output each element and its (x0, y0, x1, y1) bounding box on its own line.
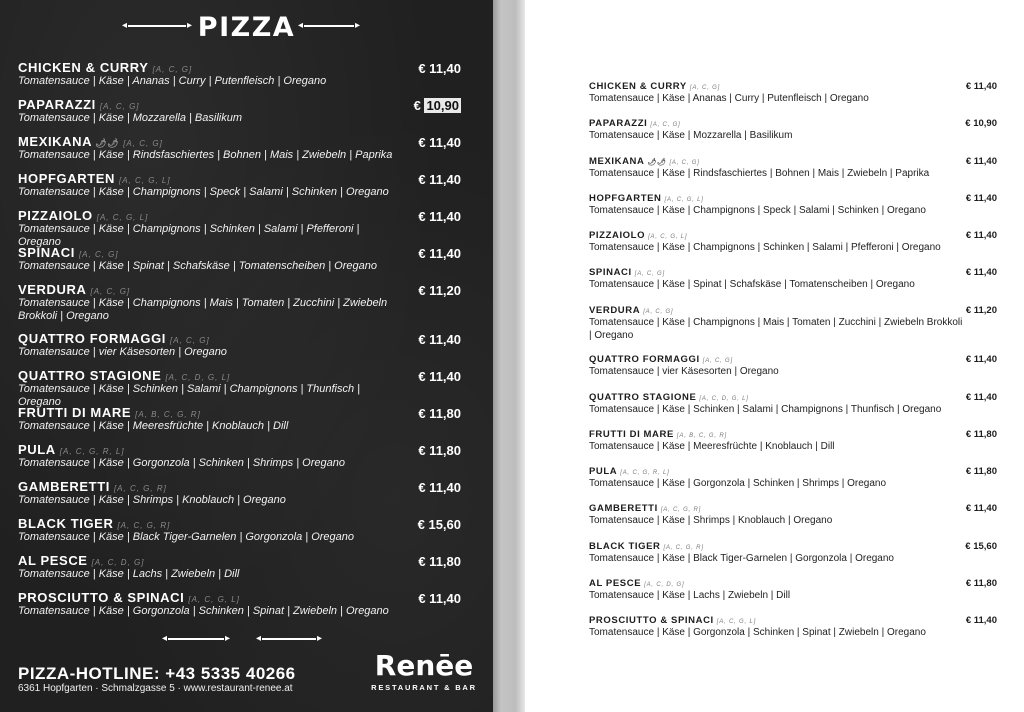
pizza-name-line (589, 541, 999, 552)
pizza-item (589, 193, 999, 230)
pizza-item (18, 331, 463, 368)
allergen-codes: [A, C, G] (152, 65, 193, 74)
allergen-codes: [A, C, G] (702, 358, 733, 365)
pizza-name: QUATTRO STAGIONE (589, 391, 697, 403)
pizza-item (18, 442, 463, 479)
pizza-name-line (18, 171, 463, 186)
pizza-price: € 11,20 (965, 304, 997, 316)
pizza-item (18, 245, 463, 282)
allergen-codes: [A, C, D, G, L] (699, 395, 749, 402)
pizza-name-line (589, 267, 999, 278)
pizza-name: GAMBERETTI (18, 479, 110, 494)
pizza-ingredients: Tomatensauce | Käse | Champignons | Schinken | Salami | Pfefferoni | Oregano (589, 242, 941, 254)
pizza-name: PROSCIUTTO & SPINACI (18, 590, 185, 605)
allergen-codes: [A, C, G, L] (188, 595, 240, 604)
pizza-ingredients: Tomatensauce | Käse | Ananas | Curry | Putenfleisch | Oregano (589, 93, 869, 104)
pizza-price: € 11,40 (418, 369, 461, 384)
pizza-price: € 11,40 (418, 246, 461, 261)
pizza-ingredients: Tomatensauce | Käse | Rindsfaschiertes | Bohnen | Mais | Zwiebeln | Paprika (589, 167, 930, 179)
pizza-name-line (589, 305, 999, 316)
pizza-price: € 11,40 (418, 480, 461, 495)
pizza-item (18, 282, 463, 331)
pizza-name-line (589, 156, 999, 167)
pizza-item (589, 267, 999, 304)
allergen-codes: [A, C, D, G] (644, 582, 685, 589)
pizza-name-line (18, 331, 463, 346)
pizza-item (589, 615, 999, 652)
dark-menu-page (0, 0, 493, 712)
pizza-item (589, 429, 999, 466)
pizza-price: € 11,40 (418, 172, 461, 187)
pizza-price (414, 98, 461, 113)
pizza-name: SPINACI (18, 245, 75, 260)
allergen-codes: [A, C, G, L] (96, 213, 149, 222)
allergen-codes: [A, C, G] (123, 139, 163, 148)
pizza-name-line (18, 208, 463, 223)
pizza-price: € 11,40 (965, 615, 997, 627)
allergen-codes: [A, C, G, L] (664, 196, 704, 203)
pizza-name: QUATTRO FORMAGGI (18, 331, 167, 346)
allergen-codes: [A, C, D, G] (91, 558, 145, 567)
pizza-ingredients: Tomatensauce | Käse | Schinken | Salami | Champignons | Thunfisch | Oregano (589, 403, 942, 415)
pizza-ingredients: Tomatensauce | Käse | Shrimps | Knoblauch | Oregano (18, 494, 286, 506)
pizza-name-line (18, 405, 463, 420)
allergen-codes: [A, C, G] (78, 250, 119, 259)
pizza-ingredients: Tomatensauce | Käse | Rindsfaschiertes | Bohnen | Mais | Zwiebeln | Paprika (18, 149, 393, 161)
pizza-price: € 11,40 (965, 81, 997, 92)
pizza-name: AL PESCE (18, 553, 88, 568)
pizza-item (18, 405, 463, 442)
pizza-price: € 11,80 (965, 428, 997, 440)
pizza-name: HOPFGARTEN (18, 171, 115, 186)
pizza-item (18, 208, 463, 248)
allergen-codes: [A, C, G] (643, 308, 674, 315)
pizza-item (18, 368, 463, 408)
pizza-name: QUATTRO FORMAGGI (589, 354, 700, 366)
pizza-ingredients: Tomatensauce | Käse | Champignons | Speck | Salami | Schinken | Oregano (589, 204, 926, 216)
pizza-name: VERDURA (589, 304, 641, 316)
pizza-item (18, 479, 463, 516)
pizza-name: PROSCIUTTO & SPINACI (589, 615, 714, 627)
pizza-name-line (589, 193, 999, 204)
pizza-ingredients: Tomatensauce | Käse | Champignons | Mais | Tomaten | Zucchini | Zwiebeln Brokkoli | Oregano (18, 297, 388, 322)
pizza-name: FRUTTI DI MARE (18, 405, 132, 420)
left-arrow-ornament-icon: ◂ ▸ (122, 20, 192, 31)
pizza-ingredients: Tomatensauce | Käse | Black Tiger-Garnelen | Gorgonzola | Oregano (18, 531, 355, 543)
pizza-ingredients: Tomatensauce | Käse | Gorgonzola | Schinken | Shrimps | Oregano (589, 478, 887, 490)
pizza-name: SPINACI (589, 267, 632, 279)
pizza-item (589, 466, 999, 503)
pizza-price: € 11,40 (965, 267, 997, 279)
pizza-hotline: PIZZA-HOTLINE: +43 5335 40266 (18, 664, 296, 683)
pizza-name-line (18, 553, 463, 568)
pizza-ingredients: Tomatensauce | Käse | Mozzarella | Basilikum (18, 112, 242, 124)
allergen-codes: [A, C, G] (669, 159, 700, 166)
pizza-price: € 11,40 (965, 391, 997, 403)
pizza-item (589, 118, 999, 155)
pizza-ingredients: Tomatensauce | Käse | Spinat | Schafskäse | Tomatenscheiben | Oregano (18, 260, 377, 272)
pizza-ingredients: Tomatensauce | Käse | Gorgonzola | Schinken | Spinat | Zwiebeln | Oregano (589, 627, 926, 639)
pizza-ingredients: Tomatensauce | Käse | Meeresfrüchte | Knoblauch | Dill (589, 440, 835, 452)
pizza-name: BLACK TIGER (18, 516, 114, 531)
pizza-name: PIZZAIOLO (589, 230, 646, 242)
pizza-ingredients: Tomatensauce | Käse | Champignons | Mais | Tomaten | Zucchini | Zwiebeln Brokkoli | Oregano (589, 316, 963, 341)
pizza-name-line (18, 245, 463, 260)
pizza-name-line (18, 134, 463, 149)
price-currency: € (413, 98, 421, 113)
pizza-name: QUATTRO STAGIONE (18, 368, 162, 383)
pizza-ingredients: Tomatensauce | vier Käsesorten | Oregano (18, 346, 227, 358)
pizza-name-line (589, 615, 999, 626)
pizza-item (589, 230, 999, 267)
pizza-name: HOPFGARTEN (589, 192, 662, 204)
allergen-codes: [A, C, G, R] (660, 507, 702, 514)
pizza-name-line (589, 392, 999, 403)
pizza-name-line (18, 516, 463, 531)
pizza-ingredients: Tomatensauce | Käse | Lachs | Zwiebeln | Dill (18, 568, 240, 580)
pizza-name-line (18, 282, 463, 297)
pizza-price: € 11,40 (418, 591, 461, 606)
pizza-ingredients: Tomatensauce | Käse | Champignons | Speck | Salami | Schinken | Oregano (18, 186, 389, 198)
pizza-price: € 11,40 (418, 135, 461, 150)
allergen-codes: [A, C, G] (90, 287, 131, 296)
pizza-price: € 15,60 (965, 540, 997, 552)
allergen-codes: [A, C, G, L] (119, 176, 171, 185)
pizza-item (589, 503, 999, 540)
pizza-price: € 11,40 (965, 192, 997, 204)
pizza-item (18, 553, 463, 590)
pizza-price: € 15,60 (417, 517, 461, 532)
logo-subtitle: RESTAURANT & BAR (371, 683, 477, 692)
pizza-price: € 11,40 (965, 503, 997, 515)
chili-icon: 🌶🌶 (647, 158, 667, 166)
pizza-ingredients: Tomatensauce | Käse | Spinat | Schafskäse | Tomatenscheiben | Oregano (589, 279, 915, 291)
allergen-codes: [A, C, G, R] (113, 484, 167, 493)
pizza-name-line (18, 60, 463, 75)
pizza-ingredients: Tomatensauce | Käse | Gorgonzola | Schinken | Shrimps | Oregano (18, 457, 345, 469)
allergen-codes: [A, C, G] (650, 122, 681, 129)
pizza-ingredients: Tomatensauce | Käse | Champignons | Schinken | Salami | Pfefferoni | Oregano (18, 223, 360, 248)
pizza-ingredients: Tomatensauce | Käse | Lachs | Zwiebeln | Dill (589, 590, 791, 602)
allergen-codes: [A, C, G, L] (716, 619, 757, 626)
pizza-name-line (18, 97, 463, 112)
allergen-codes: [A, C, G, R] (117, 521, 171, 530)
pizza-item (18, 171, 463, 208)
pizza-item (18, 60, 463, 97)
pizza-name: PULA (589, 466, 618, 478)
pizza-name-line (589, 578, 999, 589)
pizza-item (589, 541, 999, 578)
allergen-codes: [A, C, G, R, L] (59, 447, 125, 456)
right-arrow-ornament-icon: ◂ ▸ (298, 20, 360, 31)
chili-icon: 🌶🌶 (95, 138, 120, 148)
pizza-list (18, 60, 463, 627)
pizza-price: € 11,40 (418, 61, 461, 76)
pizza-name-line (589, 81, 999, 92)
pizza-ingredients: Tomatensauce | Käse | Mozzarella | Basilikum (589, 130, 793, 142)
pizza-ingredients: Tomatensauce | Käse | Gorgonzola | Schinken | Spinat | Zwiebeln | Oregano (18, 605, 389, 617)
pizza-name: GAMBERETTI (589, 503, 658, 515)
pizza-name: PIZZAIOLO (18, 208, 93, 223)
pizza-item (589, 392, 999, 429)
pizza-price: € 10,90 (965, 118, 997, 130)
logo-name: Renēe (374, 649, 474, 682)
allergen-codes: [A, C, G, L] (648, 234, 688, 241)
pizza-item (589, 81, 999, 118)
allergen-codes: [A, C, G] (634, 271, 665, 278)
pizza-name-line (18, 479, 463, 494)
pizza-item (18, 516, 463, 553)
page-title: PIZZA (197, 12, 296, 43)
pizza-ingredients: Tomatensauce | Käse | Ananas | Curry | Putenfleisch | Oregano (18, 75, 327, 87)
pizza-item (18, 590, 463, 627)
allergen-codes: [A, C, G] (170, 336, 210, 345)
pizza-ingredients: Tomatensauce | Käse | Schinken | Salami | Champignons | Thunfisch | Oregano (18, 383, 361, 408)
pizza-item (589, 156, 999, 193)
pizza-name-line (589, 466, 999, 477)
pizza-ingredients: Tomatensauce | Käse | Black Tiger-Garnelen | Gorgonzola | Oregano (589, 552, 894, 564)
pizza-name-line (18, 442, 463, 457)
pizza-list-print (589, 81, 999, 653)
pizza-name-line (18, 590, 463, 605)
allergen-codes: [A, C, G, R] (663, 544, 704, 551)
pizza-name-line (589, 118, 999, 129)
allergen-codes: [A, B, C, G, R] (676, 432, 727, 439)
renee-logo (369, 650, 479, 692)
pizza-item (589, 354, 999, 391)
pizza-name-line (589, 230, 999, 241)
pizza-ingredients: Tomatensauce | vier Käsesorten | Oregano (589, 366, 779, 378)
pizza-item (18, 97, 463, 134)
pizza-item (589, 578, 999, 615)
allergen-codes: [A, C, G, R, L] (620, 470, 670, 477)
allergen-codes: [A, B, C, G, R] (135, 410, 201, 419)
allergen-codes: [A, C, G] (689, 85, 721, 91)
footer-arrow-left-icon: ◂ ▸ (162, 633, 230, 644)
pizza-ingredients: Tomatensauce | Käse | Shrimps | Knoblauch | Oregano (589, 515, 833, 527)
pizza-price: € 11,80 (418, 554, 461, 569)
pizza-name: PAPARAZZI (589, 118, 648, 130)
pizza-name: FRUTTI DI MARE (589, 428, 674, 440)
pizza-name-line (18, 368, 463, 383)
pizza-item (589, 305, 999, 355)
pizza-name: VERDURA (18, 282, 87, 297)
pizza-name-line (589, 503, 999, 514)
pizza-name: AL PESCE (589, 578, 642, 590)
pizza-name: PULA (18, 442, 56, 457)
pizza-price: € 11,20 (418, 283, 461, 298)
pizza-price: € 11,80 (418, 406, 461, 421)
pizza-price: € 11,40 (418, 332, 461, 347)
allergen-codes: [A, C, G] (99, 102, 140, 111)
pizza-ingredients: Tomatensauce | Käse | Meeresfrüchte | Knoblauch | Dill (18, 420, 289, 432)
pizza-name: CHICKEN & CURRY (589, 81, 687, 92)
pizza-price: € 11,40 (965, 155, 997, 167)
address-line: 6361 Hopfgarten · Schmalzgasse 5 · www.restaurant-renee.at (18, 683, 293, 694)
footer-arrow-right-icon: ◂ ▸ (256, 633, 322, 644)
pizza-name: MEXIKANA (18, 134, 93, 149)
pizza-name: MEXIKANA (589, 155, 645, 167)
pizza-name: PAPARAZZI (18, 97, 96, 112)
pizza-price: € 11,40 (965, 230, 997, 242)
price-amount-highlighted: 10,90 (426, 98, 459, 113)
pizza-price: € 11,80 (965, 578, 997, 590)
pizza-name-line (589, 429, 999, 440)
pizza-price: € 11,80 (418, 443, 461, 458)
allergen-codes: [A, C, D, G, L] (165, 373, 231, 382)
pizza-price: € 11,40 (965, 354, 997, 366)
pizza-item (18, 134, 463, 171)
pizza-price: € 11,80 (965, 466, 997, 478)
page-gutter (493, 0, 525, 712)
pizza-name: CHICKEN & CURRY (18, 60, 149, 75)
pizza-price: € 11,40 (418, 209, 461, 224)
pizza-name-line (589, 354, 999, 365)
pizza-name: BLACK TIGER (589, 540, 661, 552)
